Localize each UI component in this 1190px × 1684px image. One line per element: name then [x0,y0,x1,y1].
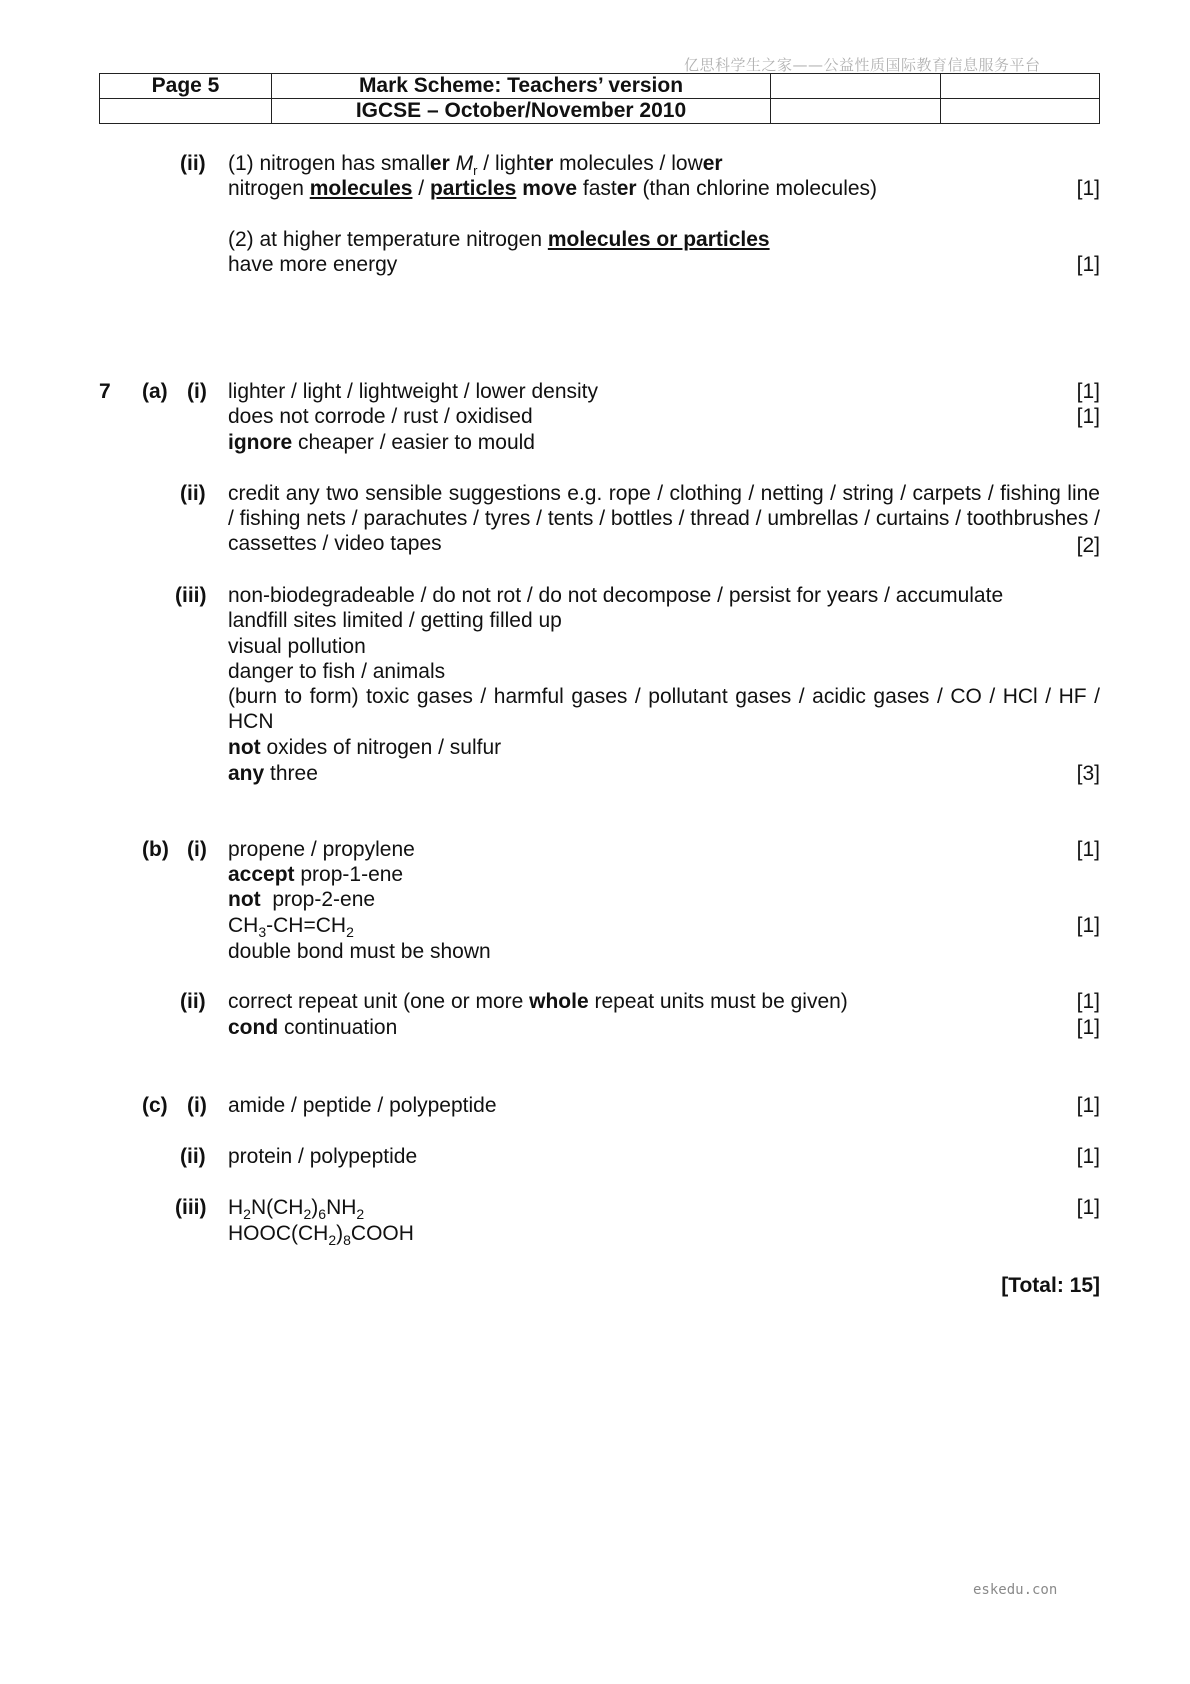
q6-ii-line-4: have more energy [228,253,398,276]
q6-ii-label: (ii) [180,152,206,175]
header-subtitle: IGCSE – October/November 2010 [272,99,771,124]
q7-b-i-line-3: not prop-2-ene [228,888,376,911]
q7-b-ii-mark-1: [1] [1076,990,1100,1013]
q7-a-iii-line-3: visual pollution [228,635,366,658]
q7-a-i-label: (i) [187,380,207,403]
q7-b-ii-label: (ii) [180,990,206,1013]
watermark-bottom: eskedu.con [973,1582,1058,1598]
q7-c-iii-mark: [1] [1076,1196,1100,1219]
header-empty-cell-2 [941,74,1100,99]
q7-c-i-label: (i) [187,1094,207,1117]
q7-number: 7 [99,380,111,403]
header-empty-cell-5 [941,99,1100,124]
header-empty-cell-1 [771,74,941,99]
q7-b-i-line-5: double bond must be shown [228,940,491,963]
q7-b-i-formula: $CH_3-CH=CH_2$ [228,914,354,941]
q7-b-ii-line-1: correct repeat unit (one or more whole repeat units must be given) [228,990,848,1013]
q7-a-label: (a) [142,380,168,403]
q7-a-i-line-3: ignore cheaper / easier to mould [228,431,535,454]
q7-b-i-line-1: propene / propylene [228,838,415,861]
q7-c-ii-text: protein / polypeptide [228,1145,418,1168]
q7-c-iii-label: (iii) [175,1196,207,1219]
q7-a-iii-line-7: any three [228,762,318,785]
q7-a-iii-line-1: non-biodegradeable / do not rot / do not decompose / persist for years / accumulate [228,584,1004,607]
q7-a-i-mark-2: [1] [1076,405,1100,428]
q7-a-iii-mark: [3] [1076,762,1100,785]
q7-b-i-label: (i) [187,838,207,861]
q6-ii-line-3: (2) at higher temperature nitrogen molecules or particles [228,228,770,251]
header-empty-cell-4 [771,99,941,124]
q7-a-iii-line-2: landfill sites limited / getting filled up [228,609,562,632]
q7-a-ii-text: credit any two sensible suggestions e.g. rope / clothing / netting / string / carpets / fishing line / fishing nets / parachutes / tyres / tents / bottles / thread / umbrellas / curtains / toothbrushes / cassettes / video tapes [228,482,1100,555]
q7-a-i-line-1: lighter / light / lightweight / lower density [228,380,599,403]
q7-c-iii-formula-1: $H_2N(CH_2)_6NH_2$ [228,1196,365,1223]
q6-ii-line-2: nitrogen molecules / particles move faster (than chlorine molecules) [228,177,878,200]
q6-ii-mark-2: [1] [1076,253,1100,276]
q7-a-iii-line-5: (burn to form) toxic gases / harmful gases / pollutant gases / acidic gases / CO / HCl / HF / HCN [228,685,1100,733]
q7-a-ii-mark: [2] [1076,534,1100,557]
watermark-top: 亿思科学生之家——公益性质国际教育信息服务平台 [684,56,1041,74]
q7-a-i-mark-1: [1] [1076,380,1100,403]
q7-b-label: (b) [142,838,169,861]
q7-b-i-mark-1: [1] [1076,838,1100,861]
q7-b-ii-line-2: cond continuation [228,1016,398,1039]
header-title: Mark Scheme: Teachers’ version [272,74,771,99]
total-marks: [Total: 15] [1001,1274,1100,1297]
q6-ii-mark-1: [1] [1076,177,1100,200]
q7-c-i-text: amide / peptide / polypeptide [228,1094,497,1117]
q7-c-label: (c) [142,1094,168,1117]
q6-ii-line-1: (1) nitrogen has smaller $M_r$ / lighter molecules / lower [228,152,723,179]
page-number: Page 5 [100,74,272,99]
q7-a-iii-line-4: danger to fish / animals [228,660,446,683]
q7-c-iii-formula-2: $HOOC(CH_2)_8COOH$ [228,1222,414,1249]
q7-a-i-line-2: does not corrode / rust / oxidised [228,405,533,428]
q7-b-ii-mark-2: [1] [1076,1016,1100,1039]
q7-c-ii-mark: [1] [1076,1145,1100,1168]
q7-a-iii-label: (iii) [175,584,207,607]
q7-b-i-mark-2: [1] [1076,914,1100,937]
q7-c-i-mark: [1] [1076,1094,1100,1117]
page-header-table [99,73,1100,124]
header-empty-cell-3 [100,99,272,124]
q7-c-ii-label: (ii) [180,1145,206,1168]
q7-a-iii-line-6: not oxides of nitrogen / sulfur [228,736,502,759]
q7-b-i-line-2: accept prop-1-ene [228,863,404,886]
q7-a-ii-label: (ii) [180,482,206,505]
